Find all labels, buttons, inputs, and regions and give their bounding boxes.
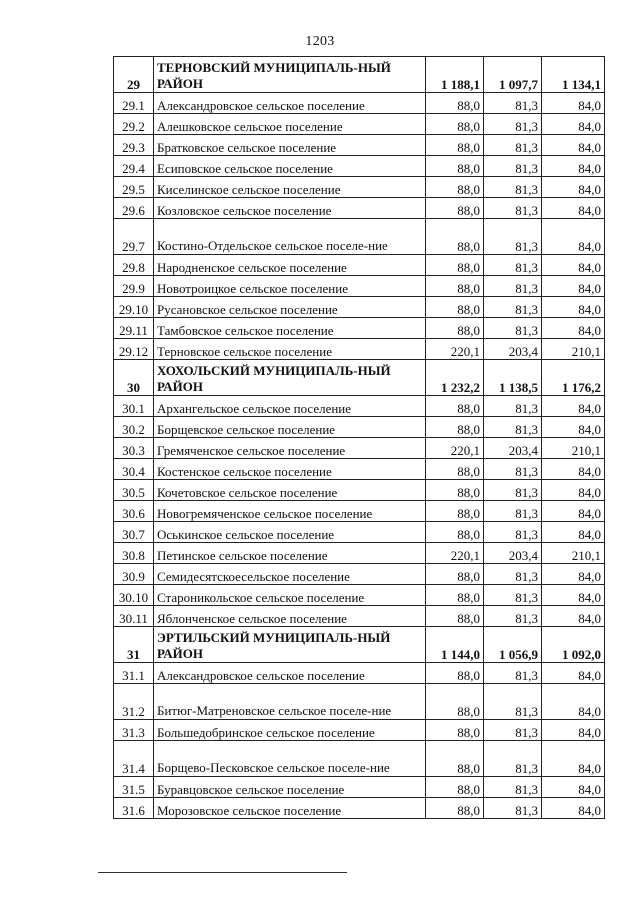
value-cell-2: 81,3 [484, 777, 542, 798]
settlement-row [114, 438, 605, 459]
value-cell-3: 84,0 [542, 777, 605, 798]
value-cell-3: 210,1 [542, 339, 605, 360]
value-cell-3: 84,0 [542, 219, 605, 255]
value-cell-2: 81,3 [484, 396, 542, 417]
settlement-row [114, 741, 605, 777]
value-cell-3: 84,0 [542, 720, 605, 741]
value-cell-3: 210,1 [542, 438, 605, 459]
value-cell-3: 1 176,2 [542, 360, 605, 396]
value-cell-2: 81,3 [484, 663, 542, 684]
value-cell-1: 88,0 [426, 276, 484, 297]
row-number-cell: 29.11 [114, 318, 154, 339]
value-cell-2: 81,3 [484, 480, 542, 501]
row-number-cell: 29.1 [114, 93, 154, 114]
value-cell-3: 84,0 [542, 501, 605, 522]
settlement-row [114, 396, 605, 417]
value-cell-1: 88,0 [426, 198, 484, 219]
value-cell-3: 84,0 [542, 663, 605, 684]
value-cell-1: 88,0 [426, 741, 484, 777]
value-cell-2: 81,3 [484, 417, 542, 438]
value-cell-2: 81,3 [484, 255, 542, 276]
row-number-cell: 30 [114, 360, 154, 396]
settlement-row [114, 501, 605, 522]
row-name-cell: Костенское сельское поселение [154, 459, 426, 480]
value-cell-3: 84,0 [542, 276, 605, 297]
value-cell-1: 88,0 [426, 93, 484, 114]
row-name-cell: Есиповское сельское поселение [154, 156, 426, 177]
budget-table [113, 56, 605, 819]
row-number-cell: 29.5 [114, 177, 154, 198]
settlement-row [114, 777, 605, 798]
value-cell-2: 81,3 [484, 156, 542, 177]
value-cell-2: 81,3 [484, 501, 542, 522]
district-row [114, 627, 605, 663]
row-name-cell: Новогремяченское сельское поселение [154, 501, 426, 522]
settlement-row [114, 543, 605, 564]
row-number-cell: 29.2 [114, 114, 154, 135]
district-row [114, 360, 605, 396]
row-name-cell: Александровское сельское поселение [154, 93, 426, 114]
value-cell-1: 88,0 [426, 777, 484, 798]
value-cell-3: 84,0 [542, 135, 605, 156]
value-cell-1: 88,0 [426, 585, 484, 606]
value-cell-3: 84,0 [542, 564, 605, 585]
value-cell-1: 88,0 [426, 177, 484, 198]
row-name-cell: Киселинское сельское поселение [154, 177, 426, 198]
row-number-cell: 30.3 [114, 438, 154, 459]
value-cell-3: 84,0 [542, 177, 605, 198]
row-name-cell: Староникольское сельское поселение [154, 585, 426, 606]
row-number-cell: 30.11 [114, 606, 154, 627]
value-cell-2: 203,4 [484, 438, 542, 459]
value-cell-3: 84,0 [542, 480, 605, 501]
row-name-cell: Буравцовское сельское поселение [154, 777, 426, 798]
row-number-cell: 29.12 [114, 339, 154, 360]
row-name-cell: Александровское сельское поселение [154, 663, 426, 684]
value-cell-3: 84,0 [542, 459, 605, 480]
value-cell-3: 84,0 [542, 156, 605, 177]
value-cell-1: 88,0 [426, 318, 484, 339]
value-cell-1: 88,0 [426, 219, 484, 255]
settlement-row [114, 219, 605, 255]
value-cell-3: 84,0 [542, 684, 605, 720]
row-name-cell: Народненское сельское поселение [154, 255, 426, 276]
value-cell-1: 88,0 [426, 396, 484, 417]
value-cell-1: 1 232,2 [426, 360, 484, 396]
value-cell-2: 81,3 [484, 459, 542, 480]
value-cell-2: 81,3 [484, 93, 542, 114]
value-cell-1: 88,0 [426, 417, 484, 438]
value-cell-3: 1 134,1 [542, 57, 605, 93]
value-cell-2: 81,3 [484, 219, 542, 255]
row-number-cell: 30.5 [114, 480, 154, 501]
settlement-row [114, 663, 605, 684]
row-name-cell: ЭРТИЛЬСКИЙ МУНИЦИПАЛЬ-НЫЙ РАЙОН [154, 627, 426, 663]
row-number-cell: 29.3 [114, 135, 154, 156]
settlement-row [114, 198, 605, 219]
row-name-cell: Борщевское сельское поселение [154, 417, 426, 438]
value-cell-2: 81,3 [484, 276, 542, 297]
row-number-cell: 30.9 [114, 564, 154, 585]
row-name-cell: Семидесятскоесельское поселение [154, 564, 426, 585]
value-cell-1: 88,0 [426, 114, 484, 135]
value-cell-1: 88,0 [426, 501, 484, 522]
row-name-cell: Козловское сельское поселение [154, 198, 426, 219]
settlement-row [114, 606, 605, 627]
settlement-row [114, 177, 605, 198]
value-cell-2: 1 056,9 [484, 627, 542, 663]
row-number-cell: 31.1 [114, 663, 154, 684]
value-cell-1: 1 188,1 [426, 57, 484, 93]
row-number-cell: 30.2 [114, 417, 154, 438]
row-name-cell: Битюг-Матреновское сельское поселе-ние [154, 684, 426, 720]
value-cell-3: 84,0 [542, 798, 605, 819]
value-cell-3: 84,0 [542, 741, 605, 777]
row-number-cell: 30.1 [114, 396, 154, 417]
row-name-cell: Алешковское сельское поселение [154, 114, 426, 135]
value-cell-3: 84,0 [542, 396, 605, 417]
value-cell-3: 84,0 [542, 417, 605, 438]
row-name-cell: Оськинское сельское поселение [154, 522, 426, 543]
value-cell-2: 81,3 [484, 564, 542, 585]
settlement-row [114, 156, 605, 177]
row-name-cell: Новотроицкое сельское поселение [154, 276, 426, 297]
row-number-cell: 29.8 [114, 255, 154, 276]
value-cell-3: 84,0 [542, 585, 605, 606]
row-number-cell: 29.10 [114, 297, 154, 318]
value-cell-1: 88,0 [426, 459, 484, 480]
value-cell-2: 81,3 [484, 135, 542, 156]
row-number-cell: 31.2 [114, 684, 154, 720]
row-number-cell: 29.7 [114, 219, 154, 255]
value-cell-2: 81,3 [484, 318, 542, 339]
district-row [114, 57, 605, 93]
settlement-row [114, 93, 605, 114]
settlement-row [114, 585, 605, 606]
value-cell-3: 1 092,0 [542, 627, 605, 663]
row-name-cell: Братковское сельское поселение [154, 135, 426, 156]
row-number-cell: 30.7 [114, 522, 154, 543]
row-name-cell: Тамбовское сельское поселение [154, 318, 426, 339]
value-cell-2: 81,3 [484, 720, 542, 741]
row-name-cell: Архангельское сельское поселение [154, 396, 426, 417]
value-cell-2: 81,3 [484, 684, 542, 720]
settlement-row [114, 459, 605, 480]
value-cell-1: 220,1 [426, 543, 484, 564]
settlement-row [114, 297, 605, 318]
footnote-rule [98, 872, 347, 873]
value-cell-3: 84,0 [542, 297, 605, 318]
row-name-cell: Яблонченское сельское поселение [154, 606, 426, 627]
value-cell-2: 81,3 [484, 177, 542, 198]
row-number-cell: 31.5 [114, 777, 154, 798]
row-name-cell: Морозовское сельское поселение [154, 798, 426, 819]
row-number-cell: 29.6 [114, 198, 154, 219]
row-name-cell: Костино-Отдельское сельское поселе-ние [154, 219, 426, 255]
value-cell-2: 1 138,5 [484, 360, 542, 396]
settlement-row [114, 798, 605, 819]
value-cell-1: 88,0 [426, 156, 484, 177]
value-cell-3: 210,1 [542, 543, 605, 564]
settlement-row [114, 720, 605, 741]
value-cell-1: 1 144,0 [426, 627, 484, 663]
value-cell-2: 81,3 [484, 798, 542, 819]
settlement-row [114, 135, 605, 156]
row-name-cell: Русановское сельское поселение [154, 297, 426, 318]
value-cell-1: 88,0 [426, 564, 484, 585]
value-cell-3: 84,0 [542, 198, 605, 219]
value-cell-2: 81,3 [484, 741, 542, 777]
value-cell-1: 220,1 [426, 438, 484, 459]
settlement-row [114, 684, 605, 720]
row-name-cell: Терновское сельское поселение [154, 339, 426, 360]
row-number-cell: 29.4 [114, 156, 154, 177]
settlement-row [114, 564, 605, 585]
row-name-cell: Кочетовское сельское поселение [154, 480, 426, 501]
value-cell-2: 81,3 [484, 114, 542, 135]
value-cell-1: 88,0 [426, 135, 484, 156]
row-name-cell: Петинское сельское поселение [154, 543, 426, 564]
value-cell-1: 88,0 [426, 480, 484, 501]
value-cell-3: 84,0 [542, 93, 605, 114]
row-number-cell: 31 [114, 627, 154, 663]
row-name-cell: Борщево-Песковское сельское поселе-ние [154, 741, 426, 777]
row-number-cell: 31.4 [114, 741, 154, 777]
value-cell-3: 84,0 [542, 522, 605, 543]
value-cell-1: 88,0 [426, 720, 484, 741]
page-number: 1203 [305, 34, 335, 49]
row-number-cell: 30.4 [114, 459, 154, 480]
row-name-cell: ХОХОЛЬСКИЙ МУНИЦИПАЛЬ-НЫЙ РАЙОН [154, 360, 426, 396]
value-cell-1: 88,0 [426, 297, 484, 318]
row-number-cell: 30.10 [114, 585, 154, 606]
value-cell-3: 84,0 [542, 255, 605, 276]
value-cell-1: 88,0 [426, 684, 484, 720]
row-number-cell: 31.3 [114, 720, 154, 741]
value-cell-2: 81,3 [484, 585, 542, 606]
value-cell-2: 81,3 [484, 297, 542, 318]
settlement-row [114, 114, 605, 135]
value-cell-1: 220,1 [426, 339, 484, 360]
row-name-cell: ТЕРНОВСКИЙ МУНИЦИПАЛЬ-НЫЙ РАЙОН [154, 57, 426, 93]
row-number-cell: 30.8 [114, 543, 154, 564]
budget-table-body [114, 57, 605, 819]
value-cell-1: 88,0 [426, 663, 484, 684]
value-cell-3: 84,0 [542, 318, 605, 339]
row-number-cell: 29.9 [114, 276, 154, 297]
value-cell-2: 203,4 [484, 339, 542, 360]
settlement-row [114, 276, 605, 297]
value-cell-2: 81,3 [484, 198, 542, 219]
settlement-row [114, 522, 605, 543]
settlement-row [114, 255, 605, 276]
value-cell-2: 81,3 [484, 522, 542, 543]
row-name-cell: Большедобринское сельское поселение [154, 720, 426, 741]
value-cell-1: 88,0 [426, 522, 484, 543]
row-name-cell: Гремяченское сельское поселение [154, 438, 426, 459]
value-cell-1: 88,0 [426, 255, 484, 276]
settlement-row [114, 318, 605, 339]
settlement-row [114, 417, 605, 438]
value-cell-2: 1 097,7 [484, 57, 542, 93]
value-cell-3: 84,0 [542, 114, 605, 135]
row-number-cell: 30.6 [114, 501, 154, 522]
value-cell-2: 81,3 [484, 606, 542, 627]
row-number-cell: 29 [114, 57, 154, 93]
settlement-row [114, 339, 605, 360]
row-number-cell: 31.6 [114, 798, 154, 819]
settlement-row [114, 480, 605, 501]
value-cell-2: 203,4 [484, 543, 542, 564]
value-cell-3: 84,0 [542, 606, 605, 627]
value-cell-1: 88,0 [426, 798, 484, 819]
value-cell-1: 88,0 [426, 606, 484, 627]
